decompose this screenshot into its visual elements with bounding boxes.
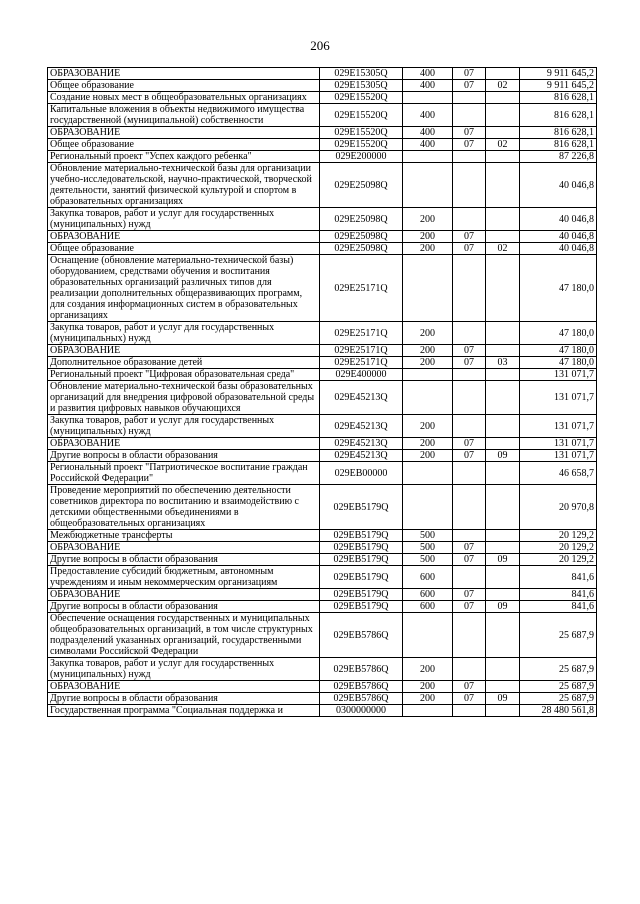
table-row	[48, 163, 597, 208]
row-section-cell: 07	[453, 450, 486, 462]
table-row	[48, 658, 597, 681]
row-section-cell	[453, 322, 486, 345]
row-name-cell: Закупка товаров, работ и услуг для государственных (муниципальных) нужд	[48, 658, 320, 681]
row-subsection-cell: 09	[486, 450, 520, 462]
row-expense-type-cell: 200	[403, 415, 453, 438]
row-name-cell: Другие вопросы в области образования	[48, 554, 320, 566]
row-subsection-cell	[486, 127, 520, 139]
row-section-cell	[453, 613, 486, 658]
row-subsection-cell	[486, 92, 520, 104]
table-row	[48, 255, 597, 322]
row-code-cell: 029E15305Q	[320, 68, 403, 80]
row-code-cell: 0300000000	[320, 705, 403, 717]
table-row	[48, 151, 597, 163]
row-name-cell: Закупка товаров, работ и услуг для государственных (муниципальных) нужд	[48, 322, 320, 345]
row-name-cell: Другие вопросы в области образования	[48, 450, 320, 462]
row-expense-type-cell	[403, 613, 453, 658]
table-row	[48, 80, 597, 92]
row-expense-type-cell: 600	[403, 566, 453, 589]
table-row	[48, 542, 597, 554]
row-sum-cell: 25 687,9	[520, 693, 597, 705]
row-section-cell	[453, 462, 486, 485]
row-subsection-cell	[486, 705, 520, 717]
row-expense-type-cell: 200	[403, 658, 453, 681]
row-section-cell: 07	[453, 243, 486, 255]
row-expense-type-cell	[403, 369, 453, 381]
table-row	[48, 369, 597, 381]
row-subsection-cell	[486, 589, 520, 601]
row-subsection-cell	[486, 681, 520, 693]
row-code-cell: 029E25098Q	[320, 163, 403, 208]
row-sum-cell: 47 180,0	[520, 255, 597, 322]
row-expense-type-cell: 200	[403, 693, 453, 705]
table-row	[48, 231, 597, 243]
row-sum-cell: 87 226,8	[520, 151, 597, 163]
budget-table	[47, 67, 597, 717]
row-subsection-cell	[486, 369, 520, 381]
row-name-cell: Создание новых мест в общеобразовательных организациях	[48, 92, 320, 104]
row-code-cell: 029EB5179Q	[320, 589, 403, 601]
row-expense-type-cell: 500	[403, 554, 453, 566]
row-sum-cell: 40 046,8	[520, 208, 597, 231]
row-name-cell: ОБРАЗОВАНИЕ	[48, 438, 320, 450]
table-row	[48, 589, 597, 601]
row-sum-cell: 20 129,2	[520, 530, 597, 542]
row-name-cell: Общее образование	[48, 80, 320, 92]
row-name-cell: Другие вопросы в области образования	[48, 693, 320, 705]
page-number: 206	[310, 38, 330, 53]
table-row	[48, 92, 597, 104]
row-code-cell: 029E25098Q	[320, 243, 403, 255]
table-row	[48, 705, 597, 717]
row-sum-cell: 20 129,2	[520, 542, 597, 554]
row-section-cell: 07	[453, 357, 486, 369]
row-code-cell: 029E45213Q	[320, 438, 403, 450]
row-name-cell: Обновление материально-технической базы для организации учебно-исследовательской, научно-практической, творческой деятельности, занятий физической культурой и спортом в образовательных организациях	[48, 163, 320, 208]
row-expense-type-cell: 500	[403, 530, 453, 542]
table-row	[48, 68, 597, 80]
row-subsection-cell	[486, 322, 520, 345]
row-name-cell: Обеспечение оснащения государственных и муниципальных общеобразовательных организаций, в том числе структурных подразделений указанных организаций, государственными символами Российской Федерации	[48, 613, 320, 658]
row-section-cell	[453, 369, 486, 381]
row-subsection-cell	[486, 485, 520, 530]
row-sum-cell: 816 628,1	[520, 139, 597, 151]
row-subsection-cell	[486, 231, 520, 243]
row-code-cell: 029EB5179Q	[320, 554, 403, 566]
row-expense-type-cell	[403, 163, 453, 208]
row-subsection-cell: 02	[486, 139, 520, 151]
table-row	[48, 243, 597, 255]
table-row	[48, 381, 597, 415]
row-code-cell: 029E45213Q	[320, 415, 403, 438]
table-row	[48, 530, 597, 542]
row-name-cell: ОБРАЗОВАНИЕ	[48, 681, 320, 693]
row-sum-cell: 816 628,1	[520, 92, 597, 104]
row-name-cell: Общее образование	[48, 243, 320, 255]
row-section-cell	[453, 92, 486, 104]
row-expense-type-cell: 200	[403, 208, 453, 231]
table-row	[48, 208, 597, 231]
row-name-cell: Оснащение (обновление материально-технической базы) оборудованием, средствами обучения и воспитания образовательных организаций различных типов для реализации дополнительных общеразвивающих программ, для создания информационных систем в образовательных организациях	[48, 255, 320, 322]
row-subsection-cell	[486, 438, 520, 450]
row-sum-cell: 25 687,9	[520, 658, 597, 681]
row-name-cell: ОБРАЗОВАНИЕ	[48, 68, 320, 80]
row-code-cell: 029EB5179Q	[320, 485, 403, 530]
row-section-cell	[453, 163, 486, 208]
row-code-cell: 029E25171Q	[320, 255, 403, 322]
row-name-cell: Закупка товаров, работ и услуг для государственных (муниципальных) нужд	[48, 415, 320, 438]
row-expense-type-cell	[403, 462, 453, 485]
table-row	[48, 613, 597, 658]
row-expense-type-cell: 600	[403, 589, 453, 601]
row-name-cell: Государственная программа "Социальная поддержка и	[48, 705, 320, 717]
row-sum-cell: 20 970,8	[520, 485, 597, 530]
row-code-cell: 029E25171Q	[320, 357, 403, 369]
row-subsection-cell	[486, 415, 520, 438]
row-sum-cell: 47 180,0	[520, 357, 597, 369]
row-sum-cell: 816 628,1	[520, 127, 597, 139]
row-name-cell: Закупка товаров, работ и услуг для государственных (муниципальных) нужд	[48, 208, 320, 231]
row-sum-cell: 816 628,1	[520, 104, 597, 127]
row-code-cell: 029EB00000	[320, 462, 403, 485]
row-sum-cell: 841,6	[520, 566, 597, 589]
row-code-cell: 029E15520Q	[320, 127, 403, 139]
table-row	[48, 462, 597, 485]
row-section-cell	[453, 104, 486, 127]
row-expense-type-cell	[403, 151, 453, 163]
row-section-cell: 07	[453, 681, 486, 693]
row-code-cell: 029EB5179Q	[320, 566, 403, 589]
row-section-cell: 07	[453, 231, 486, 243]
row-expense-type-cell: 200	[403, 357, 453, 369]
row-code-cell: 029E25171Q	[320, 322, 403, 345]
row-expense-type-cell: 400	[403, 104, 453, 127]
row-code-cell: 029EB5786Q	[320, 693, 403, 705]
row-subsection-cell: 02	[486, 80, 520, 92]
row-expense-type-cell: 200	[403, 322, 453, 345]
row-sum-cell: 131 071,7	[520, 450, 597, 462]
row-expense-type-cell: 400	[403, 80, 453, 92]
table-row	[48, 554, 597, 566]
table-row	[48, 693, 597, 705]
row-subsection-cell	[486, 104, 520, 127]
row-sum-cell: 25 687,9	[520, 613, 597, 658]
row-code-cell: 029E45213Q	[320, 381, 403, 415]
row-subsection-cell: 09	[486, 693, 520, 705]
row-code-cell: 029EB5786Q	[320, 658, 403, 681]
table-row	[48, 127, 597, 139]
row-sum-cell: 28 480 561,8	[520, 705, 597, 717]
row-expense-type-cell: 200	[403, 231, 453, 243]
row-subsection-cell	[486, 381, 520, 415]
row-expense-type-cell	[403, 705, 453, 717]
row-code-cell: 029EB5786Q	[320, 613, 403, 658]
table-row	[48, 345, 597, 357]
row-expense-type-cell: 200	[403, 345, 453, 357]
row-code-cell: 029E45213Q	[320, 450, 403, 462]
row-sum-cell: 841,6	[520, 589, 597, 601]
row-name-cell: ОБРАЗОВАНИЕ	[48, 127, 320, 139]
row-expense-type-cell: 400	[403, 68, 453, 80]
row-name-cell: Региональный проект "Успех каждого ребенка"	[48, 151, 320, 163]
row-expense-type-cell: 600	[403, 601, 453, 613]
row-section-cell	[453, 415, 486, 438]
row-code-cell: 029E15520Q	[320, 92, 403, 104]
row-sum-cell: 46 658,7	[520, 462, 597, 485]
row-sum-cell: 131 071,7	[520, 415, 597, 438]
row-subsection-cell	[486, 658, 520, 681]
row-code-cell: 029EB5179Q	[320, 542, 403, 554]
table-row	[48, 139, 597, 151]
row-subsection-cell	[486, 530, 520, 542]
row-subsection-cell	[486, 542, 520, 554]
row-section-cell: 07	[453, 601, 486, 613]
row-code-cell: 029E25098Q	[320, 208, 403, 231]
row-sum-cell: 131 071,7	[520, 381, 597, 415]
table-row	[48, 357, 597, 369]
row-section-cell: 07	[453, 438, 486, 450]
row-expense-type-cell	[403, 485, 453, 530]
table-row	[48, 566, 597, 589]
row-name-cell: ОБРАЗОВАНИЕ	[48, 231, 320, 243]
row-subsection-cell: 09	[486, 601, 520, 613]
row-name-cell: Обновление материально-технической базы образовательных организаций для внедрения цифровой образовательной среды и развития цифровых навыков обучающихся	[48, 381, 320, 415]
row-subsection-cell	[486, 566, 520, 589]
row-subsection-cell	[486, 462, 520, 485]
row-name-cell: Дополнительное образование детей	[48, 357, 320, 369]
row-section-cell	[453, 381, 486, 415]
row-name-cell: Региональный проект "Патриотическое воспитание граждан Российской Федерации"	[48, 462, 320, 485]
row-section-cell	[453, 705, 486, 717]
row-sum-cell: 841,6	[520, 601, 597, 613]
row-name-cell: ОБРАЗОВАНИЕ	[48, 345, 320, 357]
row-section-cell: 07	[453, 345, 486, 357]
row-section-cell	[453, 151, 486, 163]
table-row	[48, 681, 597, 693]
row-name-cell: ОБРАЗОВАНИЕ	[48, 589, 320, 601]
row-sum-cell: 47 180,0	[520, 322, 597, 345]
row-expense-type-cell	[403, 92, 453, 104]
table-row	[48, 601, 597, 613]
row-section-cell	[453, 255, 486, 322]
row-section-cell	[453, 530, 486, 542]
row-expense-type-cell: 500	[403, 542, 453, 554]
row-sum-cell: 40 046,8	[520, 163, 597, 208]
row-subsection-cell	[486, 163, 520, 208]
row-section-cell: 07	[453, 554, 486, 566]
row-sum-cell: 20 129,2	[520, 554, 597, 566]
row-sum-cell: 131 071,7	[520, 369, 597, 381]
row-expense-type-cell: 200	[403, 681, 453, 693]
row-section-cell	[453, 658, 486, 681]
row-code-cell: 029E15305Q	[320, 80, 403, 92]
row-sum-cell: 9 911 645,2	[520, 68, 597, 80]
row-name-cell: ОБРАЗОВАНИЕ	[48, 542, 320, 554]
row-section-cell: 07	[453, 542, 486, 554]
table-row	[48, 415, 597, 438]
row-expense-type-cell: 400	[403, 127, 453, 139]
row-sum-cell: 40 046,8	[520, 243, 597, 255]
budget-table-body	[48, 68, 597, 717]
row-code-cell: 029EB5786Q	[320, 681, 403, 693]
row-subsection-cell: 02	[486, 243, 520, 255]
row-sum-cell: 9 911 645,2	[520, 80, 597, 92]
row-name-cell: Общее образование	[48, 139, 320, 151]
row-name-cell: Региональный проект "Цифровая образовательная среда"	[48, 369, 320, 381]
row-code-cell: 029EB5179Q	[320, 530, 403, 542]
row-subsection-cell	[486, 208, 520, 231]
row-expense-type-cell: 200	[403, 450, 453, 462]
row-section-cell: 07	[453, 80, 486, 92]
row-section-cell: 07	[453, 139, 486, 151]
row-subsection-cell	[486, 151, 520, 163]
row-code-cell: 029E400000	[320, 369, 403, 381]
row-section-cell	[453, 566, 486, 589]
row-section-cell: 07	[453, 589, 486, 601]
row-section-cell	[453, 208, 486, 231]
row-sum-cell: 40 046,8	[520, 231, 597, 243]
row-section-cell: 07	[453, 68, 486, 80]
row-expense-type-cell	[403, 381, 453, 415]
row-name-cell: Капитальные вложения в объекты недвижимого имущества государственной (муниципальной) собственности	[48, 104, 320, 127]
table-row	[48, 438, 597, 450]
row-name-cell: Проведение мероприятий по обеспечению деятельности советников директора по воспитанию и взаимодействию с детскими общественными объединениями в общеобразовательных организациях	[48, 485, 320, 530]
row-name-cell: Предоставление субсидий бюджетным, автономным учреждениям и иным некоммерческим организациям	[48, 566, 320, 589]
row-subsection-cell: 09	[486, 554, 520, 566]
row-section-cell	[453, 485, 486, 530]
table-row	[48, 450, 597, 462]
row-code-cell: 029E25098Q	[320, 231, 403, 243]
row-subsection-cell: 03	[486, 357, 520, 369]
row-code-cell: 029E15520Q	[320, 104, 403, 127]
row-sum-cell: 47 180,0	[520, 345, 597, 357]
row-sum-cell: 25 687,9	[520, 681, 597, 693]
row-expense-type-cell: 200	[403, 438, 453, 450]
row-code-cell: 029E15520Q	[320, 139, 403, 151]
row-subsection-cell	[486, 613, 520, 658]
table-row	[48, 104, 597, 127]
table-row	[48, 322, 597, 345]
row-sum-cell: 131 071,7	[520, 438, 597, 450]
row-code-cell: 029EB5179Q	[320, 601, 403, 613]
row-subsection-cell	[486, 345, 520, 357]
row-code-cell: 029E200000	[320, 151, 403, 163]
row-expense-type-cell	[403, 255, 453, 322]
row-section-cell: 07	[453, 693, 486, 705]
row-subsection-cell	[486, 68, 520, 80]
row-subsection-cell	[486, 255, 520, 322]
row-expense-type-cell: 400	[403, 139, 453, 151]
row-name-cell: Межбюджетные трансферты	[48, 530, 320, 542]
row-section-cell: 07	[453, 127, 486, 139]
table-row	[48, 485, 597, 530]
row-code-cell: 029E25171Q	[320, 345, 403, 357]
row-expense-type-cell: 200	[403, 243, 453, 255]
row-name-cell: Другие вопросы в области образования	[48, 601, 320, 613]
